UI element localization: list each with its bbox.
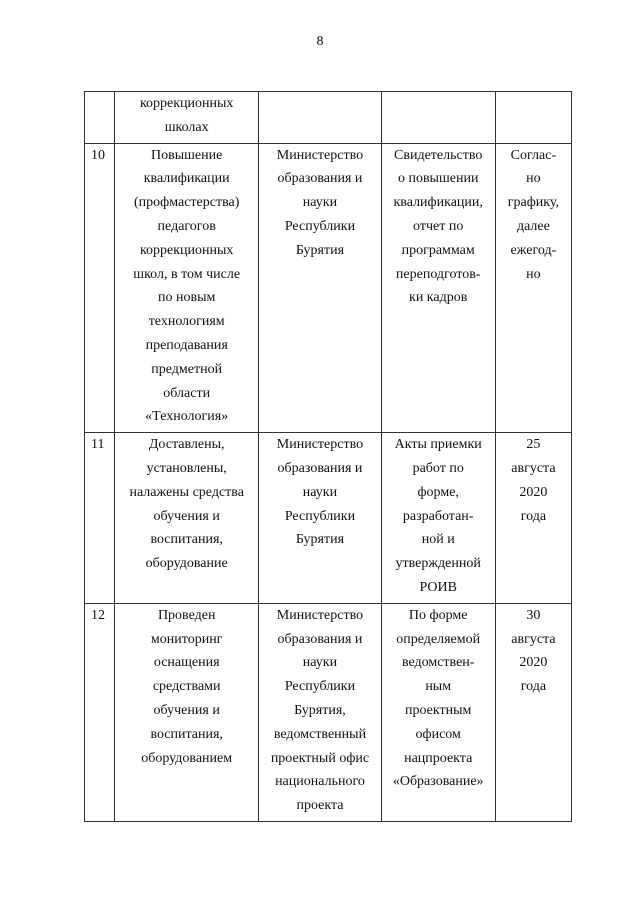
cell-executor-line: Министерство [276, 437, 364, 453]
cell-task-lines [115, 433, 258, 576]
cell-executor-lines [259, 144, 380, 263]
page-number: 8 [316, 34, 324, 49]
row-number: 12 [91, 607, 105, 623]
cell-task-line: «Технология» [145, 409, 229, 425]
cell-executor-line: Бурятия, [294, 702, 346, 718]
cell-number [85, 433, 115, 604]
table-row [85, 92, 572, 144]
cell-document-line: определяемой [396, 631, 481, 647]
cell-document-line: офисом [415, 726, 461, 742]
cell-deadline-line: ежегод- [510, 242, 557, 258]
cell-executor [259, 433, 381, 604]
cell-task-line: налажены средства [129, 484, 244, 500]
cell-document-line: о повышении [397, 171, 479, 187]
cell-task-line: Доставлены, [148, 437, 225, 453]
cell-deadline [495, 92, 571, 144]
cell-document-line: квалификации, [393, 195, 483, 211]
cell-document-lines [382, 144, 495, 311]
cell-deadline-line: далее [516, 218, 550, 234]
cell-task-line: средствами [152, 679, 221, 695]
cell-document-line: форме, [417, 484, 459, 500]
cell-task-lines [115, 144, 258, 430]
cell-document-line: Свидетельство [394, 147, 483, 163]
cell-task-line: технологиям [148, 314, 225, 330]
cell-task-line: педагогов [157, 218, 216, 234]
cell-task-line: воспитания, [150, 726, 223, 742]
cell-number [85, 143, 115, 433]
cell-executor-line: Министерство [276, 147, 364, 163]
cell-task-line: обучения и [153, 508, 220, 524]
cell-number [85, 603, 115, 821]
cell-document-lines [382, 604, 495, 794]
cell-task-line: оборудованием [141, 750, 233, 766]
cell-executor-lines [259, 604, 380, 818]
cell-executor-line: науки [302, 195, 338, 211]
cell-executor-line: Республики [284, 508, 356, 524]
plan-table-body [85, 92, 572, 822]
cell-deadline-line: но [526, 266, 541, 282]
cell-task-line: (профмастерства) [133, 195, 240, 211]
cell-deadline-line: 2020 [519, 655, 548, 671]
cell-executor [259, 143, 381, 433]
cell-task-line: мониторинг [150, 631, 223, 647]
table-row [85, 433, 572, 604]
cell-task-line: обучения и [153, 702, 220, 718]
cell-task-line: воспитания, [150, 532, 223, 548]
cell-task-lines [115, 604, 258, 771]
cell-document [381, 603, 495, 821]
cell-document-line: Акты приемки [394, 437, 482, 453]
cell-deadline-line: графику, [507, 195, 560, 211]
cell-deadline-line: года [520, 679, 547, 695]
cell-deadline-line: но [526, 171, 541, 187]
cell-task-line: Повышение [151, 147, 223, 163]
table-row [85, 603, 572, 821]
cell-executor-line: Бурятия [295, 532, 345, 548]
table-row [85, 143, 572, 433]
cell-document [381, 92, 495, 144]
cell-task-line: предметной [151, 361, 223, 377]
cell-task-line: коррекционных [139, 96, 234, 111]
cell-executor-line: проектный офис [270, 750, 370, 766]
cell-task-line: по новым [158, 290, 216, 306]
cell-task-lines [115, 92, 258, 140]
cell-document-line: переподготов- [395, 266, 481, 282]
cell-document-line: ной и [421, 532, 455, 548]
cell-task [115, 143, 259, 433]
cell-document-line: РОИВ [419, 579, 457, 595]
cell-executor-line: ведомственный [273, 726, 367, 742]
cell-number [85, 92, 115, 144]
cell-document-line: работ по [412, 460, 464, 476]
cell-task-line: установлены, [146, 460, 227, 476]
cell-task [115, 92, 259, 144]
cell-executor-line: науки [302, 484, 338, 500]
cell-document-line: ным [425, 679, 452, 695]
cell-executor-line: проекта [296, 798, 344, 814]
cell-document-line: нацпроекта [404, 750, 473, 766]
cell-deadline-line: августа [511, 631, 556, 647]
cell-document-lines [382, 433, 495, 600]
cell-number-lines [85, 604, 114, 628]
cell-executor-line: национального [275, 774, 365, 790]
cell-executor-line: образования и [277, 631, 363, 647]
cell-document-line: программам [401, 242, 475, 258]
cell-deadline-line: 30 [526, 607, 541, 623]
cell-deadline-line: августа [511, 460, 556, 476]
cell-executor [259, 603, 381, 821]
cell-executor-line: Министерство [276, 607, 364, 623]
cell-number-lines [85, 433, 114, 457]
cell-executor-line: образования и [277, 171, 363, 187]
cell-executor-line: образования и [277, 460, 363, 476]
cell-executor [259, 92, 381, 144]
cell-document-line: ки кадров [409, 290, 468, 306]
cell-document-line: По форме [408, 607, 468, 623]
cell-task-line: квалификации [143, 171, 230, 187]
row-number [85, 92, 114, 116]
cell-deadline-line: 2020 [519, 484, 548, 500]
cell-task-line: оснащения [153, 655, 220, 671]
cell-deadline [495, 433, 571, 604]
cell-deadline-line: года [520, 508, 547, 524]
cell-task-line: оборудование [145, 556, 228, 572]
cell-task [115, 433, 259, 604]
cell-executor-line: Республики [284, 679, 356, 695]
cell-document-line: «Образование» [392, 774, 484, 790]
cell-task-line: области [163, 385, 211, 401]
cell-task-line: коррекционных [139, 242, 234, 258]
cell-deadline [495, 143, 571, 433]
cell-document-line: отчет по [413, 218, 464, 234]
cell-document-line: ведомствен- [401, 655, 475, 671]
cell-document-line: проектным [405, 702, 472, 718]
cell-document [381, 143, 495, 433]
cell-deadline-line: Соглас- [510, 147, 557, 163]
cell-document [381, 433, 495, 604]
cell-task-line: школах [164, 119, 209, 135]
cell-executor-line: науки [302, 655, 338, 671]
row-number: 10 [91, 147, 105, 163]
cell-task-line: школ, в том числе [133, 266, 241, 282]
cell-executor-line: Республики [284, 218, 356, 234]
cell-task-line: преподавания [145, 337, 228, 353]
cell-document-line: утвержденной [395, 556, 481, 572]
cell-document-line: разработан- [402, 508, 474, 524]
cell-task-line: Проведен [157, 607, 216, 623]
cell-number-lines [85, 92, 114, 116]
row-number: 11 [91, 437, 105, 453]
cell-deadline-line: 25 [526, 437, 541, 453]
cell-task [115, 603, 259, 821]
plan-table [84, 91, 572, 822]
cell-executor-line: Бурятия [295, 242, 345, 258]
cell-deadline-lines [496, 433, 571, 528]
cell-deadline-lines [496, 604, 571, 699]
cell-number-lines [85, 144, 114, 168]
cell-deadline [495, 603, 571, 821]
cell-deadline-lines [496, 144, 571, 287]
cell-executor-lines [259, 433, 380, 552]
